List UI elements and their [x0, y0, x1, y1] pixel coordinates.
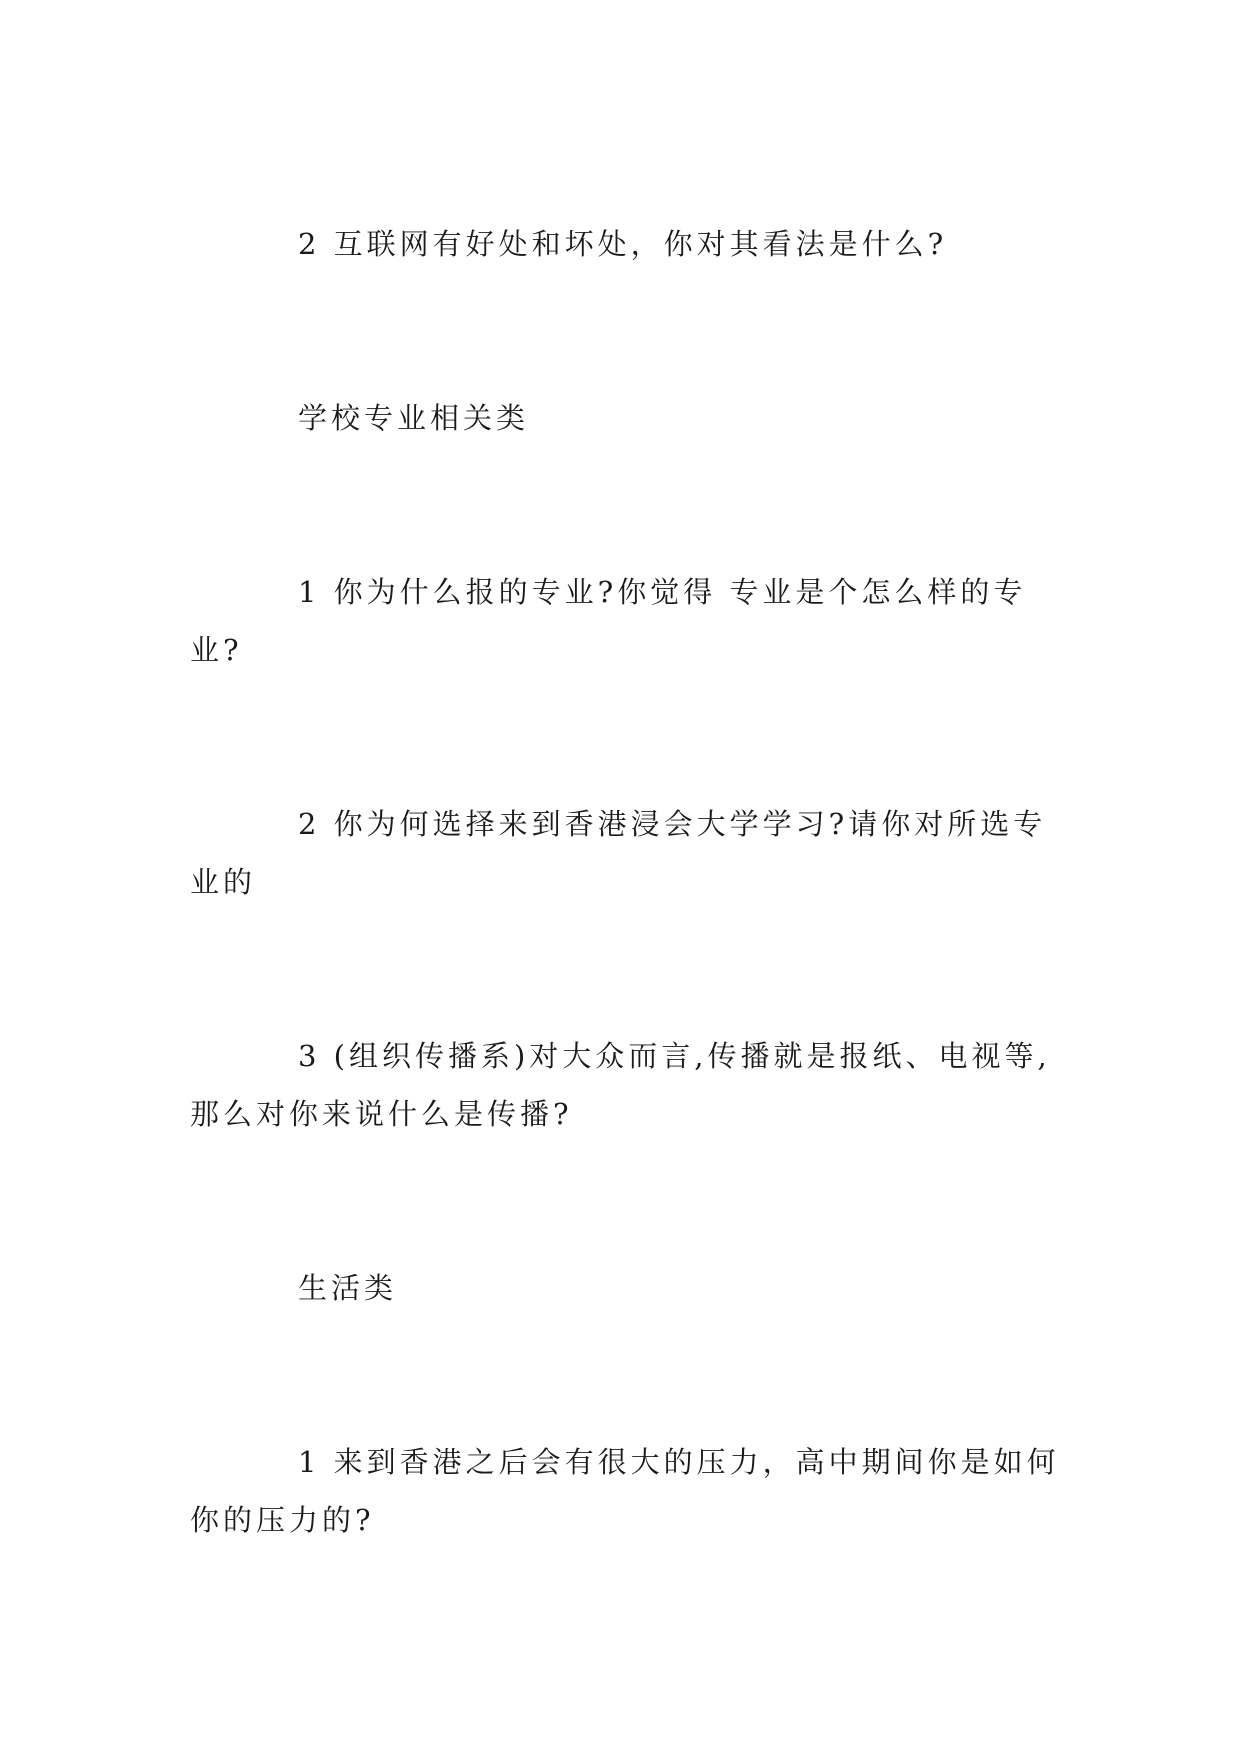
- section-heading-life: 生活类: [298, 1271, 398, 1305]
- question-pressure-line1: 1 来到香港之后会有很大的压力，高中期间你是如何: [298, 1445, 1060, 1479]
- question-why-hkbu-line1: 2 你为何选择来到香港浸会大学学习?请你对所选专: [298, 807, 1047, 841]
- question-pressure-line2: 你的压力的?: [190, 1503, 375, 1537]
- question-major-choice-line2: 业?: [190, 633, 243, 667]
- question-internet-pros-cons: 2 互联网有好处和坏处，你对其看法是什么?: [298, 227, 948, 261]
- question-why-hkbu-line2: 业的: [190, 865, 257, 899]
- section-heading-school-major: 学校专业相关类: [298, 401, 530, 435]
- question-communication-line1: 3 (组织传播系)对大众而言,传播就是报纸、电视等,: [298, 1039, 1051, 1073]
- question-communication-line2: 那么对你来说什么是传播?: [190, 1097, 573, 1131]
- question-major-choice-line1: 1 你为什么报的专业?你觉得 专业是个怎么样的专: [298, 575, 1027, 609]
